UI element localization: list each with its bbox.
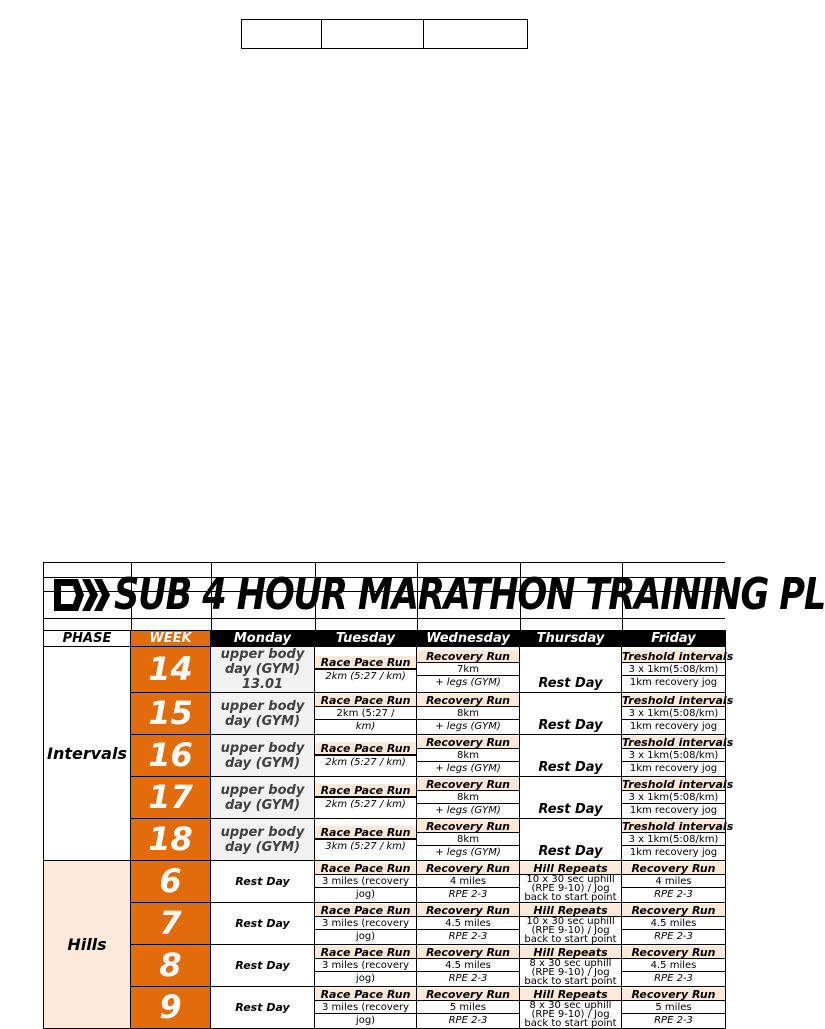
tuesday-detail [315, 755, 416, 756]
cell-line: RPE 2-3 [654, 889, 693, 900]
tuesday-line [315, 797, 416, 798]
friday-line: 1km recovery jog [629, 677, 718, 688]
monday-line: upper body [220, 740, 305, 756]
cell-line: RPE 2-3 [448, 1015, 488, 1026]
tuesday-line: km) [355, 721, 376, 732]
thursday-session [520, 987, 622, 1029]
week-number: 17 [131, 777, 211, 819]
cell-line: 8km [417, 791, 519, 804]
week-number: 14 [131, 647, 211, 693]
cell-line: Recovery Run [417, 862, 519, 875]
wednesday-session [417, 735, 520, 777]
cell-line: Recovery Run [417, 820, 519, 833]
cell-line: 4 miles [417, 875, 519, 888]
friday-line: 3 x 1km(5:08/km) [622, 707, 725, 720]
cell-line: 8km [417, 707, 519, 720]
session-title: Hill Repeats [520, 988, 621, 1001]
cell-line: Recovery Run [417, 904, 519, 917]
week-row [44, 861, 726, 903]
tuesday-line [315, 839, 416, 840]
monday-line: upper body [220, 647, 305, 662]
cell-line: RPE 2-3 [448, 931, 488, 942]
thursday-line: back to start point [524, 1017, 617, 1029]
cell-stack [315, 826, 416, 853]
tuesday-line: 3km (5:27 / km) [325, 841, 406, 852]
week-number: 18 [131, 819, 211, 861]
cell-stack [622, 694, 734, 733]
session-title: Treshold intervals [622, 778, 734, 791]
monday-line: 13.01 [241, 677, 284, 692]
cell-stack [417, 736, 519, 775]
cell-line: Recovery Run [417, 946, 519, 959]
friday-session [622, 735, 734, 777]
cell-stack [622, 736, 734, 775]
cell-stack [622, 946, 725, 985]
cell-line: + legs (GYM) [435, 677, 501, 688]
cell-line: RPE 2-3 [448, 973, 488, 984]
tuesday-detail [315, 669, 416, 670]
monday-session: Rest Day [211, 987, 315, 1029]
monday-line: day (GYM) [224, 662, 301, 677]
tuesday-session [315, 693, 417, 735]
monday-line: upper body [220, 824, 305, 840]
monday-line: upper body [220, 698, 305, 714]
cell-stack [622, 904, 725, 943]
cell-line: 4.5 miles [417, 917, 519, 930]
week-row [44, 903, 726, 945]
cell-line: Recovery Run [622, 988, 725, 1001]
cell-line: RPE 2-3 [654, 973, 693, 984]
cell-stack [622, 862, 725, 901]
thursday-session: Rest Day [520, 647, 622, 693]
tuesday-detail [315, 839, 416, 840]
friday-line: 3 x 1km(5:08/km) [622, 833, 725, 846]
thursday-session [520, 903, 622, 945]
thursday-session [520, 861, 622, 903]
cell-line: Recovery Run [417, 694, 519, 707]
cell-line: jog) [355, 931, 376, 942]
column-header-tuesday: Tuesday [315, 631, 417, 647]
session-title: Treshold intervals [622, 736, 734, 749]
cell-line: Recovery Run [417, 778, 519, 791]
monday-session: Rest Day [211, 903, 315, 945]
column-header-wednesday: Wednesday [417, 631, 520, 647]
cell-line: 4.5 miles [622, 917, 725, 930]
session-title: Treshold intervals [622, 820, 734, 833]
cell-line: Recovery Run [622, 946, 725, 959]
friday-line: 1km recovery jog [629, 805, 718, 816]
cell-line: RPE 2-3 [654, 1015, 693, 1026]
session-title: Race Pace Run [315, 826, 416, 839]
wednesday-session [417, 647, 520, 693]
thursday-line: (RPE 9-10) / Jog [531, 966, 610, 978]
week-number: 15 [131, 693, 211, 735]
cell-line: 8km [417, 749, 519, 762]
friday-line: 1km recovery jog [629, 721, 718, 732]
thursday-line: 8 x 30 sec uphill [529, 999, 612, 1011]
session-title: Race Pace Run [315, 694, 416, 707]
tuesday-line: 2km (5:27 / km) [325, 799, 406, 810]
friday-line: 3 x 1km(5:08/km) [622, 663, 725, 676]
cell-line: RPE 2-3 [654, 931, 693, 942]
cell-stack [315, 742, 416, 769]
cell-line: 5 miles [417, 1001, 519, 1014]
friday-line: 1km recovery jog [629, 847, 718, 858]
tuesday-session [315, 903, 417, 945]
cell-line: 3 miles (recovery [315, 917, 416, 930]
tuesday-session [315, 861, 417, 903]
tuesday-line [315, 755, 416, 756]
empty-cell [322, 20, 423, 48]
column-header-monday: Monday [211, 631, 315, 647]
thursday-session [520, 945, 622, 987]
week-row [44, 693, 726, 735]
cell-stack [417, 946, 519, 985]
plan-table [43, 630, 734, 1029]
session-title: Hill Repeats [520, 946, 621, 959]
tuesday-session [315, 819, 417, 861]
cell-stack [520, 946, 621, 986]
cell-line: 4 miles [622, 875, 725, 888]
cell-stack [417, 778, 519, 817]
cell-stack [520, 988, 621, 1028]
friday-session [622, 945, 726, 987]
week-row [44, 777, 726, 819]
cell-stack [417, 650, 519, 689]
column-header-week: WEEK [131, 631, 211, 647]
cell-stack [622, 778, 734, 817]
session-title: Race Pace Run [315, 784, 416, 797]
cell-line: + legs (GYM) [435, 847, 501, 858]
monday-session [211, 777, 315, 819]
session-title: Race Pace Run [315, 656, 416, 669]
monday-session [211, 693, 315, 735]
thursday-line: back to start point [524, 975, 617, 987]
cell-line: + legs (GYM) [435, 763, 501, 774]
cell-stack [315, 946, 416, 985]
thursday-line: back to start point [524, 891, 617, 903]
tuesday-line: 2km (5:27 / km) [325, 671, 406, 682]
thursday-line: (RPE 9-10) / Jog [531, 924, 610, 936]
session-title: Treshold intervals [622, 650, 734, 663]
cell-line: Recovery Run [622, 862, 725, 875]
cell-stack [315, 904, 416, 943]
cell-stack [417, 862, 519, 901]
cell-stack [315, 784, 416, 811]
thursday-line: 10 x 30 sec uphill [526, 873, 615, 885]
cell-line: jog) [355, 1015, 376, 1026]
week-number: 16 [131, 735, 211, 777]
session-title: Hill Repeats [520, 904, 621, 917]
column-header-thursday: Thursday [520, 631, 622, 647]
monday-line: day (GYM) [224, 797, 301, 813]
cell-stack [417, 904, 519, 943]
tuesday-line [315, 669, 416, 670]
week-number: 7 [131, 903, 211, 945]
cell-stack [622, 820, 734, 859]
monday-session [211, 647, 315, 693]
friday-session [622, 647, 734, 693]
cell-stack [315, 862, 416, 901]
friday-session [622, 819, 734, 861]
friday-session [622, 861, 726, 903]
tuesday-session [315, 987, 417, 1029]
thursday-line: (RPE 9-10) / Jog [531, 882, 610, 894]
week-row [44, 945, 726, 987]
cell-stack [520, 862, 621, 902]
week-row [44, 735, 726, 777]
wednesday-session [417, 861, 520, 903]
empty-cell [242, 20, 322, 48]
friday-session [622, 693, 734, 735]
brand-logo-icon [48, 573, 112, 617]
cell-line: Race Pace Run [315, 946, 416, 959]
cell-line: 7km [417, 663, 519, 676]
cell-stack [622, 988, 725, 1027]
thursday-session: Rest Day [520, 693, 622, 735]
session-title: Hill Repeats [520, 862, 621, 875]
cell-stack [520, 904, 621, 944]
plan-title: SUB 4 HOUR MARATHON TRAINING PL [114, 569, 825, 620]
cell-stack [417, 988, 519, 1027]
cell-line: 4.5 miles [622, 959, 725, 972]
week-number: 9 [131, 987, 211, 1029]
friday-line: 3 x 1km(5:08/km) [622, 749, 725, 762]
wednesday-session [417, 987, 520, 1029]
cell-line: Recovery Run [622, 904, 725, 917]
monday-line: day (GYM) [224, 839, 301, 855]
week-number: 6 [131, 861, 211, 903]
tuesday-line: 2km (5:27 / km) [325, 757, 406, 768]
friday-session [622, 987, 726, 1029]
empty-cell [424, 20, 527, 48]
tuesday-session [315, 777, 417, 819]
cell-line: 4.5 miles [417, 959, 519, 972]
cell-line: Recovery Run [417, 988, 519, 1001]
wednesday-session [417, 903, 520, 945]
cell-line: jog) [355, 889, 376, 900]
cell-stack [315, 988, 416, 1027]
thursday-line: 8 x 30 sec uphill [529, 957, 612, 969]
monday-line: day (GYM) [224, 713, 301, 729]
thursday-line: (RPE 9-10) / Jog [531, 1008, 610, 1020]
week-row [44, 987, 726, 1029]
cell-stack [315, 694, 416, 733]
cell-stack [417, 820, 519, 859]
thursday-session: Rest Day [520, 819, 622, 861]
monday-session [211, 735, 315, 777]
cell-line: Race Pace Run [315, 904, 416, 917]
friday-line: 3 x 1km(5:08/km) [622, 791, 725, 804]
cell-stack [315, 656, 416, 683]
cell-line: jog) [355, 973, 376, 984]
thursday-session: Rest Day [520, 735, 622, 777]
friday-session [622, 903, 726, 945]
cell-stack [622, 650, 734, 689]
column-header-phase: PHASE [44, 631, 131, 647]
cell-line: + legs (GYM) [435, 805, 501, 816]
cell-line: 3 miles (recovery [315, 1001, 416, 1014]
monday-line: upper body [220, 782, 305, 798]
monday-line: day (GYM) [224, 755, 301, 771]
wednesday-session [417, 693, 520, 735]
cell-line: 3 miles (recovery [315, 959, 416, 972]
tuesday-session [315, 735, 417, 777]
cell-line: 8km [417, 833, 519, 846]
cell-line: + legs (GYM) [435, 721, 501, 732]
monday-session: Rest Day [211, 861, 315, 903]
column-header-friday: Friday [622, 631, 726, 647]
cell-line: Race Pace Run [315, 988, 416, 1001]
cell-line: Race Pace Run [315, 862, 416, 875]
empty-header-cells [241, 19, 528, 49]
cell-line: 3 miles (recovery [315, 875, 416, 888]
thursday-session: Rest Day [520, 777, 622, 819]
friday-line: 1km recovery jog [629, 763, 718, 774]
title-banner [43, 562, 825, 630]
week-row [44, 819, 726, 861]
cell-line: RPE 2-3 [448, 889, 488, 900]
cell-line: Recovery Run [417, 736, 519, 749]
tuesday-session [315, 945, 417, 987]
week-row [44, 647, 726, 693]
week-number: 8 [131, 945, 211, 987]
tuesday-detail [315, 797, 416, 798]
monday-session [211, 819, 315, 861]
friday-session [622, 777, 734, 819]
thursday-line: 10 x 30 sec uphill [526, 915, 615, 927]
tuesday-session [315, 647, 417, 693]
cell-line: 5 miles [622, 1001, 725, 1014]
cell-line: Recovery Run [417, 650, 519, 663]
session-title: Race Pace Run [315, 742, 416, 755]
session-title: Treshold intervals [622, 694, 734, 707]
phase-label-hills: Hills [44, 861, 131, 1029]
monday-session: Rest Day [211, 945, 315, 987]
wednesday-session [417, 777, 520, 819]
training-plan-sheet [43, 562, 825, 1029]
cell-stack [417, 694, 519, 733]
wednesday-session [417, 945, 520, 987]
phase-label-intervals: Intervals [44, 647, 131, 861]
thursday-line: back to start point [524, 933, 617, 945]
tuesday-line: 2km (5:27 / [315, 707, 416, 720]
wednesday-session [417, 819, 520, 861]
